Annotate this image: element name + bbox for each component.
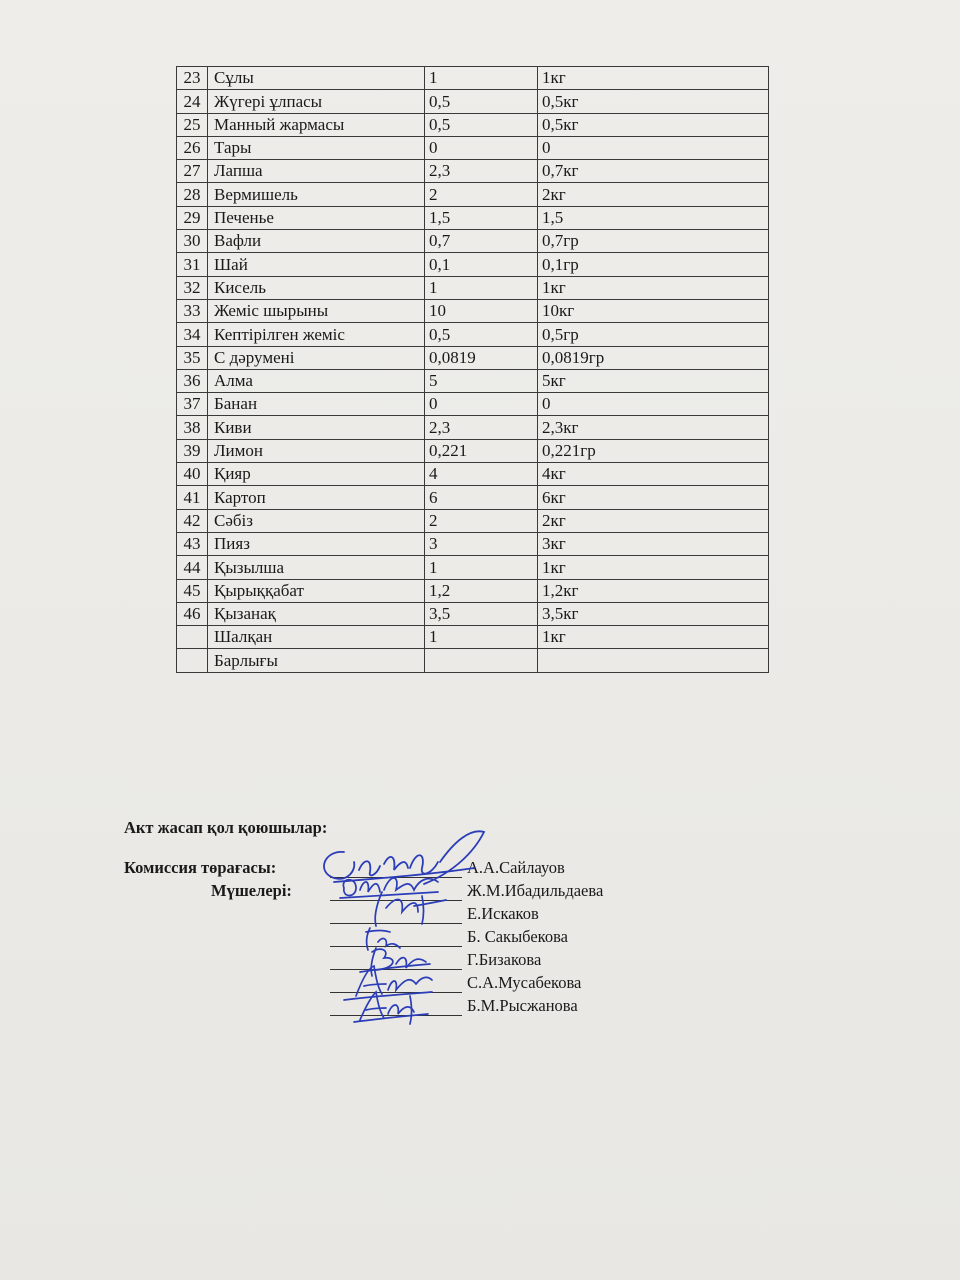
table-row [177, 509, 769, 532]
total-cell: 0,1гр [538, 253, 769, 276]
row-number-cell: 29 [177, 206, 208, 229]
table-row [177, 206, 769, 229]
product-name-cell: Картоп [208, 486, 425, 509]
total-cell: 0,0819гр [538, 346, 769, 369]
table-row [177, 532, 769, 555]
quantity-cell: 6 [425, 486, 538, 509]
table-row [177, 486, 769, 509]
product-name-cell: Жүгері ұлпасы [208, 90, 425, 113]
total-cell: 0 [538, 393, 769, 416]
quantity-cell: 2 [425, 509, 538, 532]
total-cell: 5кг [538, 369, 769, 392]
total-cell: 2,3кг [538, 416, 769, 439]
total-cell: 1,2кг [538, 579, 769, 602]
product-name-cell: Сұлы [208, 67, 425, 90]
total-cell: 0 [538, 136, 769, 159]
quantity-cell: 1 [425, 626, 538, 649]
product-name-cell: Шалқан [208, 626, 425, 649]
table-row [177, 346, 769, 369]
row-number-cell: 27 [177, 160, 208, 183]
table-row [177, 463, 769, 486]
total-cell: 0,7гр [538, 230, 769, 253]
product-name-cell: Манный жармасы [208, 113, 425, 136]
table-row [177, 416, 769, 439]
quantity-cell: 0,5 [425, 323, 538, 346]
product-name-cell: Қырыққабат [208, 579, 425, 602]
quantity-cell: 5 [425, 369, 538, 392]
row-number-cell: 26 [177, 136, 208, 159]
quantity-cell: 0,0819 [425, 346, 538, 369]
total-cell: 0,5кг [538, 90, 769, 113]
row-number-cell: 25 [177, 113, 208, 136]
row-number-cell: 36 [177, 369, 208, 392]
product-name-cell: Пияз [208, 532, 425, 555]
row-number-cell [177, 626, 208, 649]
row-number-cell: 32 [177, 276, 208, 299]
quantity-cell: 0 [425, 136, 538, 159]
quantity-cell: 2,3 [425, 416, 538, 439]
quantity-cell: 2 [425, 183, 538, 206]
quantity-cell: 2,3 [425, 160, 538, 183]
quantity-cell: 1 [425, 556, 538, 579]
quantity-cell: 1,2 [425, 579, 538, 602]
members-label: Мүшелері: [211, 881, 292, 900]
total-cell: 1кг [538, 626, 769, 649]
quantity-cell: 1 [425, 67, 538, 90]
product-name-cell: Шай [208, 253, 425, 276]
quantity-cell: 4 [425, 463, 538, 486]
product-name-cell: Қызанақ [208, 602, 425, 625]
quantity-cell: 1,5 [425, 206, 538, 229]
total-cell: 10кг [538, 299, 769, 322]
quantity-cell: 0,1 [425, 253, 538, 276]
product-name-cell: Алма [208, 369, 425, 392]
total-cell: 2кг [538, 509, 769, 532]
row-number-cell: 41 [177, 486, 208, 509]
table-row [177, 183, 769, 206]
row-number-cell: 45 [177, 579, 208, 602]
product-name-cell: Барлығы [208, 649, 425, 672]
table-row [177, 649, 769, 672]
total-cell: 1кг [538, 556, 769, 579]
quantity-cell: 10 [425, 299, 538, 322]
chair-label: Комиссия төрағасы: [124, 858, 277, 877]
product-name-cell: Тары [208, 136, 425, 159]
row-number-cell: 34 [177, 323, 208, 346]
total-cell: 1кг [538, 67, 769, 90]
total-cell: 0,221гр [538, 439, 769, 462]
member-name: Г.Бизакова [467, 950, 542, 969]
row-number-cell: 44 [177, 556, 208, 579]
total-cell: 3кг [538, 532, 769, 555]
product-name-cell: Лапша [208, 160, 425, 183]
product-name-cell: Лимон [208, 439, 425, 462]
total-cell: 1,5 [538, 206, 769, 229]
table-row [177, 136, 769, 159]
product-name-cell: Қияр [208, 463, 425, 486]
member-name: Ж.М.Ибадильдаева [467, 881, 604, 900]
table-row [177, 602, 769, 625]
total-cell: 0,7кг [538, 160, 769, 183]
quantity-cell: 0,7 [425, 230, 538, 253]
product-name-cell: Печенье [208, 206, 425, 229]
row-number-cell: 28 [177, 183, 208, 206]
quantity-cell: 0,5 [425, 113, 538, 136]
total-cell: 4кг [538, 463, 769, 486]
table-row [177, 253, 769, 276]
row-number-cell: 43 [177, 532, 208, 555]
quantity-cell: 0,221 [425, 439, 538, 462]
table-row [177, 113, 769, 136]
product-name-cell: Кисель [208, 276, 425, 299]
table-row [177, 299, 769, 322]
product-name-cell: Жеміс шырыны [208, 299, 425, 322]
chair-name: А.А.Сайлауов [467, 858, 565, 877]
product-name-cell: Қызылша [208, 556, 425, 579]
quantity-cell [425, 649, 538, 672]
row-number-cell: 42 [177, 509, 208, 532]
table-row [177, 90, 769, 113]
total-cell: 6кг [538, 486, 769, 509]
table-row [177, 439, 769, 462]
total-cell: 1кг [538, 276, 769, 299]
signature-title: Акт жасап қол қоюшылар: [124, 818, 328, 837]
row-number-cell: 39 [177, 439, 208, 462]
table-row [177, 67, 769, 90]
row-number-cell: 23 [177, 67, 208, 90]
table-row [177, 230, 769, 253]
product-name-cell: Киви [208, 416, 425, 439]
row-number-cell: 30 [177, 230, 208, 253]
total-cell [538, 649, 769, 672]
product-name-cell: Вафли [208, 230, 425, 253]
table-row [177, 323, 769, 346]
product-name-cell: Кептірілген жеміс [208, 323, 425, 346]
total-cell: 0,5гр [538, 323, 769, 346]
member-name: Е.Искаков [467, 904, 539, 923]
row-number-cell: 40 [177, 463, 208, 486]
total-cell: 0,5кг [538, 113, 769, 136]
row-number-cell: 38 [177, 416, 208, 439]
row-number-cell: 33 [177, 299, 208, 322]
row-number-cell [177, 649, 208, 672]
total-cell: 2кг [538, 183, 769, 206]
table-row [177, 276, 769, 299]
quantity-cell: 3 [425, 532, 538, 555]
product-name-cell: Сәбіз [208, 509, 425, 532]
product-name-cell: Вермишель [208, 183, 425, 206]
quantity-cell: 1 [425, 276, 538, 299]
signature-block [124, 818, 824, 1018]
table-row [177, 393, 769, 416]
product-name-cell: Банан [208, 393, 425, 416]
table-row [177, 626, 769, 649]
products-table [176, 66, 769, 673]
row-number-cell: 24 [177, 90, 208, 113]
table-row [177, 369, 769, 392]
member-signature [344, 986, 434, 1026]
table-row [177, 160, 769, 183]
member-name: Б. Сакыбекова [467, 927, 568, 946]
product-name-cell: С дәрумені [208, 346, 425, 369]
quantity-cell: 3,5 [425, 602, 538, 625]
quantity-cell: 0,5 [425, 90, 538, 113]
row-number-cell: 46 [177, 602, 208, 625]
table-row [177, 556, 769, 579]
member-name: Б.М.Рысжанова [467, 996, 578, 1015]
row-number-cell: 35 [177, 346, 208, 369]
member-name: С.А.Мусабекова [467, 973, 582, 992]
total-cell: 3,5кг [538, 602, 769, 625]
row-number-cell: 31 [177, 253, 208, 276]
row-number-cell: 37 [177, 393, 208, 416]
table-row [177, 579, 769, 602]
quantity-cell: 0 [425, 393, 538, 416]
